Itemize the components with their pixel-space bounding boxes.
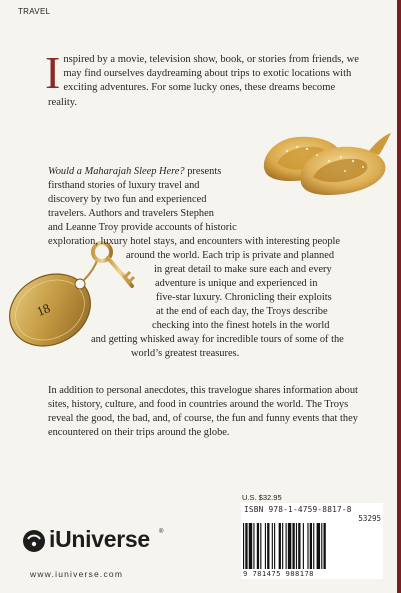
barcode-bar: [279, 523, 281, 569]
category-label: TRAVEL: [18, 7, 51, 16]
barcode-bar: [317, 523, 320, 569]
key-tag-number: 18: [34, 300, 53, 319]
intro-paragraph: [45, 47, 363, 110]
barcode-bar: [288, 523, 291, 569]
barcode-digits: 9 781475 988178: [243, 569, 314, 578]
barcode-bar: [310, 523, 312, 569]
intro-text: nspired by a movie, television show, book, or stories from friends, we may find ourselves daydreaming about trips to exotic locations with exciting adventures. For some lucky ones, these dreams become reality.: [48, 54, 359, 108]
publisher-website: www.iuniverse.com: [30, 569, 124, 579]
registered-mark: ®: [159, 529, 164, 535]
body-line-11: at the end of each day, the Troys describe: [156, 306, 328, 317]
barcode-bar: [274, 523, 275, 569]
barcode-bar: [313, 523, 314, 569]
price-code: 53295: [358, 514, 381, 523]
barcode-block: [241, 503, 383, 579]
iuniverse-logo-icon: [22, 529, 46, 553]
body-line-2: firsthand stories of luxury travel and: [48, 180, 200, 191]
barcode-bar: [265, 523, 266, 569]
barcode-bar: [298, 523, 300, 569]
body-line-3: discovery by two fun and experienced: [48, 194, 207, 205]
barcode-bar: [245, 523, 247, 569]
body-line-13: and getting whisked away for incredible tours of some of the: [91, 334, 344, 345]
barcode-bar: [307, 523, 308, 569]
body-line-4: travelers. Authors and travelers Stephen: [48, 208, 214, 219]
body-line-9: adventure is unique and experienced in: [155, 278, 318, 289]
slippers-image: [257, 111, 391, 199]
body-line-5: and Leanne Troy provide accounts of historic: [48, 222, 237, 233]
barcode-bar: [286, 523, 287, 569]
body-line-1: Would a Maharajah Sleep Here? presents: [48, 166, 222, 177]
publisher-name: iUniverse: [49, 526, 150, 552]
edge-bar: [397, 0, 401, 593]
body-line-7: around the world. Each trip is private and planned: [126, 250, 335, 261]
barcode-bar: [260, 523, 261, 569]
barcode-bar: [257, 523, 259, 569]
isbn-text: ISBN 978-1-4759-8817-8: [244, 505, 352, 514]
body-line-14: world’s greatest treasures.: [131, 348, 240, 359]
publisher-logo: [22, 527, 182, 567]
barcode-bar: [292, 523, 294, 569]
barcode-bars: [243, 523, 381, 569]
barcode-bar: [272, 523, 273, 569]
barcode-bar: [296, 523, 297, 569]
second-paragraph: In addition to personal anecdotes, this travelogue shares information about sites, history, culture, and food in countries around the world. The Troys reveal the good, the bad, and, of course, the fun and funny events that they encountered on their trips around the globe.: [48, 385, 358, 438]
barcode-bar: [324, 523, 326, 569]
barcode-bar: [249, 523, 252, 569]
barcode-bar: [253, 523, 254, 569]
barcode-bar: [321, 523, 322, 569]
price-label: U.S. $32.95: [242, 493, 282, 502]
body-line-12: checking into the finest hotels in the world: [152, 320, 330, 331]
barcode-bar: [303, 523, 304, 569]
barcode-bar: [243, 523, 244, 569]
drop-cap: I: [45, 47, 61, 98]
book-title: Would a Maharajah Sleep Here?: [48, 166, 185, 177]
barcode-bar: [282, 523, 283, 569]
barcode-bar: [267, 523, 269, 569]
body-line-10: five-star luxury. Chronicling their exploits: [156, 292, 332, 303]
body-line-6: exploration, luxury hotel stays, and encounters with interesting people: [48, 236, 341, 247]
body-line-8: in great detail to make sure each and every: [154, 264, 332, 275]
